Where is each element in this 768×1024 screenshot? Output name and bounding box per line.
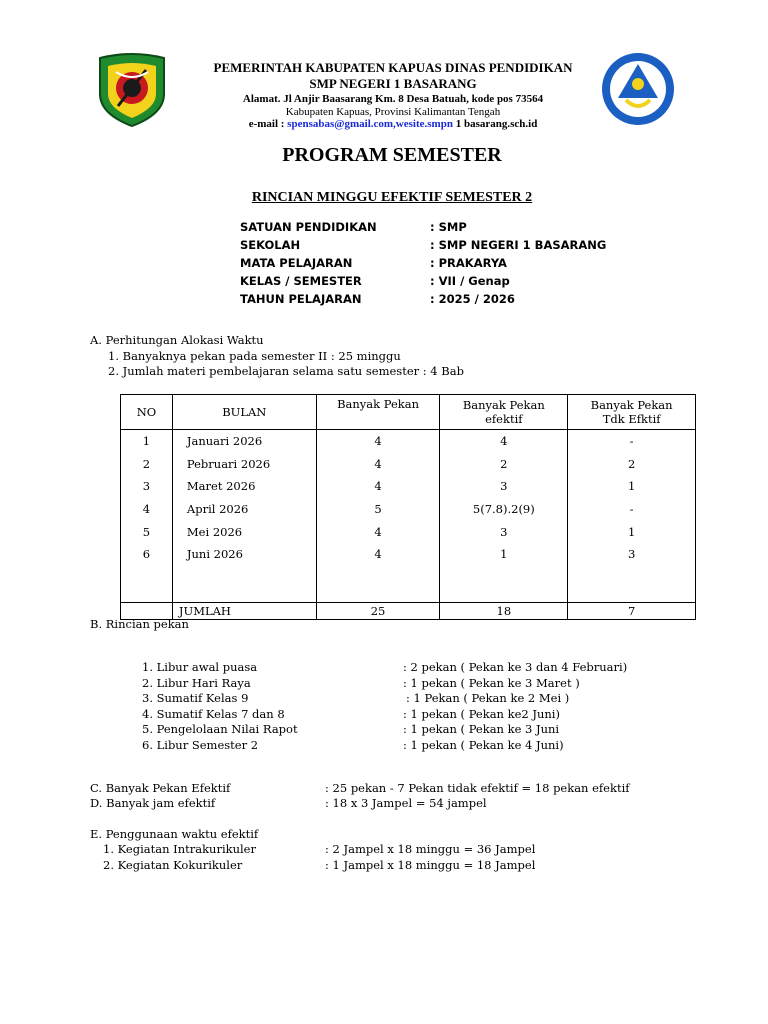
- info-label-mapel: MATA PELAJARAN: [240, 256, 353, 270]
- cell-tdk: 1: [568, 520, 696, 543]
- cell-efektif: 3: [440, 520, 568, 543]
- section-b-value-2: : 1 pekan ( Pekan ke 3 Maret ): [403, 676, 580, 690]
- cell-no: 3: [121, 475, 173, 498]
- header-agency: PEMERINTAH KABUPATEN KAPUAS DINAS PENDIDIKAN: [213, 60, 573, 75]
- cell-bulan: Pebruari 2026: [172, 453, 316, 476]
- page-subtitle: RINCIAN MINGGU EFEKTIF SEMESTER 2: [251, 190, 533, 205]
- cell-efektif: 2: [440, 453, 568, 476]
- section-a-item-2: 2. Jumlah materi pembelajaran selama satu semester : 4 Bab: [108, 364, 464, 378]
- cell-tdk: 3: [568, 543, 696, 566]
- table-row: [121, 520, 696, 543]
- table-empty-row: [121, 566, 696, 603]
- info-value-satuan: : SMP: [430, 220, 467, 234]
- table-row: [121, 543, 696, 566]
- total-tdk: 7: [568, 602, 696, 619]
- cell-efektif: 1: [440, 543, 568, 566]
- table-row: [121, 475, 696, 498]
- col-pekan-header: Banyak Pekan: [316, 395, 440, 430]
- cell-bulan: Januari 2026: [172, 430, 316, 453]
- section-b-label-6: 6. Libur Semester 2: [142, 738, 259, 752]
- kapuas-regency-logo: [92, 48, 172, 128]
- cell-pekan: 4: [316, 475, 440, 498]
- section-b-value-4: : 1 pekan ( Pekan ke2 Juni): [403, 707, 560, 721]
- cell-tdk: 2: [568, 453, 696, 476]
- section-e-label-1: 1. Kegiatan Intrakurikuler: [103, 842, 256, 856]
- total-pekan: 25: [316, 602, 440, 619]
- cell-efektif: 3: [440, 475, 568, 498]
- total-label: JUMLAH: [172, 602, 316, 619]
- section-c-label: C. Banyak Pekan Efektif: [90, 781, 231, 795]
- section-b-value-1: : 2 pekan ( Pekan ke 3 dan 4 Februari): [403, 660, 628, 674]
- col-tdk-header: [568, 395, 696, 430]
- col-efektif-header: [440, 395, 568, 430]
- email-label: e-mail :: [248, 118, 288, 130]
- section-a-item-1: 1. Banyaknya pekan pada semester II : 25 minggu: [108, 349, 401, 363]
- cell-bulan: April 2026: [172, 498, 316, 521]
- col-tdk-header-l1: Banyak Pekan: [590, 398, 673, 412]
- cell-no: 2: [121, 453, 173, 476]
- section-d-value: : 18 x 3 Jampel = 54 jampel: [325, 796, 487, 810]
- cell-bulan: Mei 2026: [172, 520, 316, 543]
- cell-no: 6: [121, 543, 173, 566]
- email-tail: 1 basarang.sch.id: [452, 118, 538, 130]
- table-header-row: [121, 395, 696, 430]
- section-b-label-5: 5. Pengelolaan Nilai Rapot: [142, 722, 298, 736]
- info-value-kelas: : VII / Genap: [430, 274, 510, 288]
- cell-pekan: 4: [316, 453, 440, 476]
- cell-tdk: -: [568, 498, 696, 521]
- info-value-tahun: : 2025 / 2026: [430, 292, 515, 306]
- col-no-header: NO: [121, 395, 173, 430]
- table-total-row: [121, 602, 696, 619]
- page-title: PROGRAM SEMESTER: [282, 144, 502, 166]
- section-a-title: A. Perhitungan Alokasi Waktu: [90, 333, 264, 347]
- cell-pekan: 4: [316, 430, 440, 453]
- cell-bulan: Juni 2026: [172, 543, 316, 566]
- col-bulan-header: BULAN: [172, 395, 316, 430]
- cell-bulan: Maret 2026: [172, 475, 316, 498]
- total-efektif: 18: [440, 602, 568, 619]
- section-b-value-5: : 1 pekan ( Pekan ke 3 Juni: [403, 722, 560, 736]
- col-efektif-header-l2: efektif: [485, 412, 523, 426]
- header-region: Kabupaten Kapuas, Provinsi Kalimantan Tengah: [285, 106, 501, 118]
- email-link[interactable]: spensabas@gmail.com,wesite.smpn: [287, 118, 453, 130]
- info-label-kelas: KELAS / SEMESTER: [240, 274, 362, 288]
- section-b-label-4: 4. Sumatif Kelas 7 dan 8: [142, 707, 285, 721]
- section-e-label-2: 2. Kegiatan Kokurikuler: [103, 858, 243, 872]
- header-email: [170, 118, 616, 130]
- cell-tdk: -: [568, 430, 696, 453]
- section-e-title: E. Penggunaan waktu efektif: [90, 827, 259, 841]
- cell-pekan: 5: [316, 498, 440, 521]
- section-b-value-6: : 1 pekan ( Pekan ke 4 Juni): [403, 738, 564, 752]
- cell-no: 4: [121, 498, 173, 521]
- section-b-label-3: 3. Sumatif Kelas 9: [142, 691, 249, 705]
- section-b-title: B. Rincian pekan: [90, 617, 189, 631]
- info-label-sekolah: SEKOLAH: [240, 238, 301, 252]
- cell-efektif: 4: [440, 430, 568, 453]
- col-tdk-header-l2: Tdk Efktif: [602, 412, 661, 426]
- section-e-value-2: : 1 Jampel x 18 minggu = 18 Jampel: [325, 858, 536, 872]
- table-row: [121, 430, 696, 453]
- section-b-label-1: 1. Libur awal puasa: [142, 660, 258, 674]
- info-value-mapel: : PRAKARYA: [430, 256, 507, 270]
- table-row: [121, 453, 696, 476]
- cell-pekan: 4: [316, 520, 440, 543]
- table-row: [121, 498, 696, 521]
- section-b-label-2: 2. Libur Hari Raya: [142, 676, 251, 690]
- section-d-label: D. Banyak jam efektif: [90, 796, 216, 810]
- info-label-satuan: SATUAN PENDIDIKAN: [240, 220, 377, 234]
- info-value-sekolah: : SMP NEGERI 1 BASARANG: [430, 238, 607, 252]
- cell-efektif: 5(7.8).2(9): [440, 498, 568, 521]
- section-c-value: : 25 pekan - 7 Pekan tidak efektif = 18 pekan efektif: [325, 781, 630, 795]
- cell-no: 1: [121, 430, 173, 453]
- cell-tdk: 1: [568, 475, 696, 498]
- header-address: Alamat. Jl Anjir Baasarang Km. 8 Desa Batuah, kode pos 73564: [242, 93, 544, 105]
- weeks-table: [120, 394, 696, 620]
- col-efektif-header-l1: Banyak Pekan: [462, 398, 545, 412]
- cell-no: 5: [121, 520, 173, 543]
- header-school: SMP NEGERI 1 BASARANG: [309, 76, 477, 91]
- cell-pekan: 4: [316, 543, 440, 566]
- section-e-value-1: : 2 Jampel x 18 minggu = 36 Jampel: [325, 842, 536, 856]
- section-b-value-3: : 1 Pekan ( Pekan ke 2 Mei ): [406, 691, 570, 705]
- info-label-tahun: TAHUN PELAJARAN: [240, 292, 362, 306]
